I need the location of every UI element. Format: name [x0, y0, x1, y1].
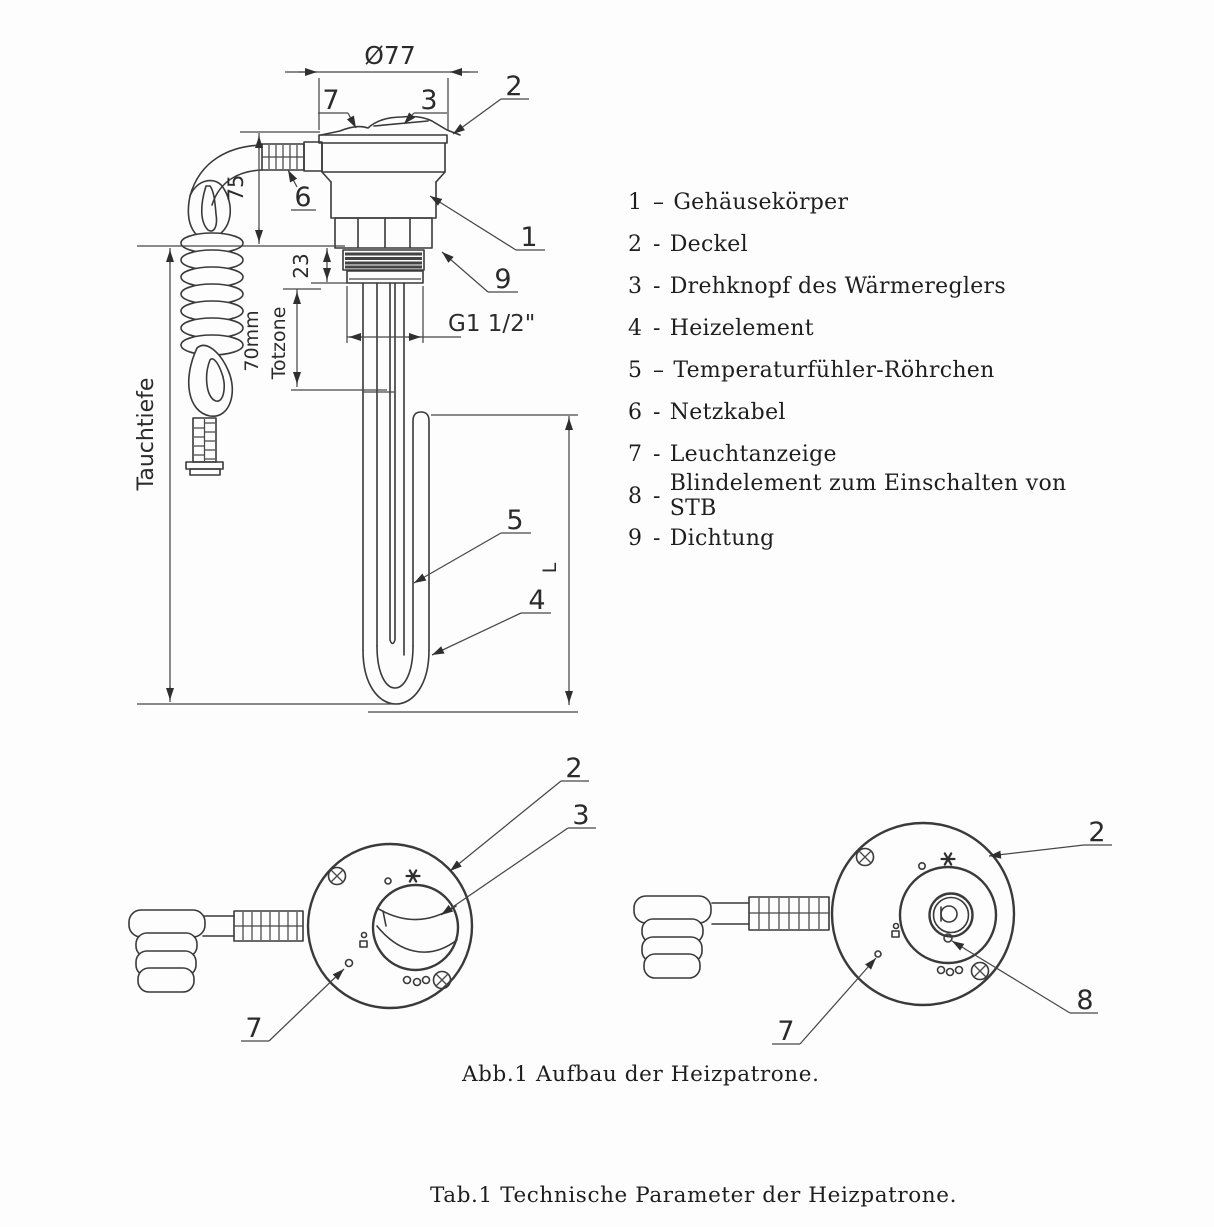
bottom-left-callouts: [241, 753, 596, 1044]
plug-side-right: [634, 896, 711, 978]
setting-dot: [414, 979, 421, 986]
callout-leader: [288, 170, 297, 187]
parts-legend: [628, 181, 1098, 559]
table-caption: Tab.1 Technische Parameter der Heizpatrone.: [430, 1183, 958, 1208]
frost-symbol-icon: [942, 853, 955, 864]
legend-item-8: [628, 471, 1098, 521]
plug-ribs: [194, 419, 215, 461]
gland-collar: [304, 142, 322, 171]
heating-element-tubes: [363, 283, 429, 704]
cover-rim: [319, 135, 447, 143]
legend-num: 9: [628, 525, 643, 551]
legend-sep: -: [653, 273, 661, 299]
legend-label: Gehäusekörper: [673, 189, 849, 215]
dim-dead-zone-lines: [283, 289, 387, 390]
callout-4: 4: [528, 585, 546, 616]
cable-gland: [262, 142, 322, 171]
callout-3-left-view: 3: [572, 800, 590, 831]
upper-body: [322, 143, 445, 172]
callout-leader: [269, 969, 344, 1041]
spindle-boss-outer: [930, 894, 973, 937]
legend-item-9: [628, 517, 1098, 559]
element-leg-left: [363, 283, 404, 655]
index-dot: [385, 878, 391, 884]
bottom-view-without-knob: [634, 817, 1112, 1047]
setting-dot: [956, 967, 963, 974]
callout-6: 6: [294, 182, 312, 213]
legend-label: Heizelement: [669, 315, 814, 341]
callout-2-right-view: 2: [1088, 817, 1106, 848]
legend-label: Leuchtanzeige: [669, 441, 837, 467]
main-view-callouts: [288, 71, 551, 655]
recess-ring: [900, 867, 996, 963]
cover-screw-icon: [329, 868, 451, 989]
callout-8-right-view: 8: [1076, 985, 1094, 1016]
callout-leader: [450, 781, 561, 871]
hex-facets: [358, 219, 410, 247]
setting-dot: [947, 969, 954, 976]
index-dot: [919, 863, 925, 869]
dim-thread-depth-label: 23: [289, 253, 313, 279]
bottom-view-with-knob: [129, 753, 596, 1044]
gland-ribs: [262, 145, 304, 169]
callout-7: 7: [322, 85, 340, 116]
legend-item-7: [628, 433, 1098, 475]
callout-3: 3: [420, 85, 438, 116]
setting-dot: [938, 967, 945, 974]
dim-immersion-label: Tauchtiefe: [134, 377, 159, 491]
legend-num: 6: [628, 399, 643, 425]
power-cable: [181, 145, 262, 475]
cable-top-loop-inner: [202, 186, 217, 231]
legend-num: 3: [628, 273, 643, 299]
callout-leader: [414, 533, 501, 583]
housing-body: [319, 117, 460, 284]
cable-neck: [712, 903, 749, 924]
callout-leader: [441, 828, 568, 915]
legend-item-2: [628, 223, 1098, 265]
dim-length-label: L: [539, 562, 561, 574]
legend-label: Blindelement zum Einschalten von STB: [669, 471, 1067, 521]
legend-sep: –: [653, 357, 665, 383]
mid-body: [331, 182, 436, 218]
frost-symbol-icon: [407, 870, 420, 881]
callout-leader: [432, 613, 521, 655]
plug-base-plate: [186, 462, 223, 469]
min-mark-square: [360, 941, 367, 947]
callout-leader: [800, 958, 876, 1044]
callout-2: 2: [505, 71, 523, 102]
legend-num: 4: [628, 315, 643, 341]
legend-num: 5: [628, 357, 643, 383]
callout-leader: [348, 113, 356, 128]
dim-diameter-label: Ø77: [364, 41, 416, 70]
callout-7-left-view: 7: [245, 1013, 263, 1044]
cable-gland-left: [203, 911, 303, 941]
legend-sep: -: [653, 525, 661, 551]
min-mark: [362, 933, 367, 938]
legend-sep: -: [653, 231, 661, 257]
legend-sep: -: [653, 441, 661, 467]
legend-sep: -: [653, 483, 661, 509]
callout-1: 1: [520, 222, 538, 253]
legend-label: Drehknopf des Wärmereglers: [669, 273, 1006, 299]
figure-caption: Abb.1 Aufbau der Heizpatrone.: [462, 1062, 820, 1087]
spindle-shape: [941, 906, 957, 922]
dim-diameter-lines: [285, 72, 478, 130]
legend-label: Dichtung: [669, 525, 775, 551]
callout-5: 5: [506, 505, 524, 536]
u-bend-outer: [363, 650, 429, 704]
legend-label: Netzkabel: [669, 399, 786, 425]
min-mark-square: [892, 931, 899, 937]
callout-2-left-view: 2: [565, 753, 583, 784]
legend-sep: -: [653, 399, 661, 425]
bottom-right-callouts: [772, 817, 1112, 1047]
spindle-boss-inner: [934, 898, 969, 933]
callout-leader: [952, 941, 1070, 1013]
plug-side-left: [129, 910, 205, 992]
setting-dot: [423, 977, 430, 984]
cable-gland-right: [712, 897, 829, 930]
power-plug: [186, 418, 223, 475]
dim-cable-label: 75: [224, 174, 248, 202]
indicator-lamp: [875, 951, 881, 957]
cable-neck: [203, 916, 234, 936]
legend-label: Deckel: [669, 231, 748, 257]
legend-item-5: [628, 349, 1098, 391]
indicator-lamp: [346, 960, 353, 967]
knob-profile: [321, 117, 460, 136]
knob-facet: [374, 121, 428, 126]
legend-label: Temperaturfühler-Röhrchen: [673, 357, 995, 383]
dim-dead-zone-name: Totzone: [268, 306, 290, 380]
plug-base-step: [190, 469, 220, 475]
min-mark: [894, 924, 899, 929]
legend-num: 2: [628, 231, 643, 257]
legend-sep: -: [653, 315, 661, 341]
legend-item-4: [628, 307, 1098, 349]
callout-leader: [989, 845, 1084, 856]
legend-item-6: [628, 391, 1098, 433]
cable-bottom-loop: [189, 345, 233, 416]
callout-leader: [453, 99, 501, 134]
element-leg-right: [413, 412, 429, 650]
dim-thread-size-label: G1 1/2": [448, 311, 536, 337]
main-side-view: [134, 41, 578, 712]
legend-num: 7: [628, 441, 643, 467]
legend-num: 8: [628, 483, 643, 509]
callout-7-right-view: 7: [777, 1016, 795, 1047]
knob-ring: [373, 885, 458, 970]
thread-hatch: [345, 254, 422, 267]
u-bend-inner: [377, 646, 413, 688]
setting-dot: [404, 977, 411, 984]
hex-nut: [335, 218, 432, 248]
legend-item-3: [628, 265, 1098, 307]
callout-9: 9: [494, 264, 512, 295]
flange: [347, 271, 423, 283]
knob-grip-lower: [377, 926, 457, 952]
legend-num: 1: [628, 189, 643, 215]
dim-dead-zone-value: 70mm: [241, 310, 263, 372]
shoulder-taper: [322, 172, 445, 182]
callout-leader: [430, 196, 516, 250]
callout-leader: [442, 252, 488, 292]
legend-item-1: [628, 181, 1098, 223]
legend-sep: –: [653, 189, 665, 215]
